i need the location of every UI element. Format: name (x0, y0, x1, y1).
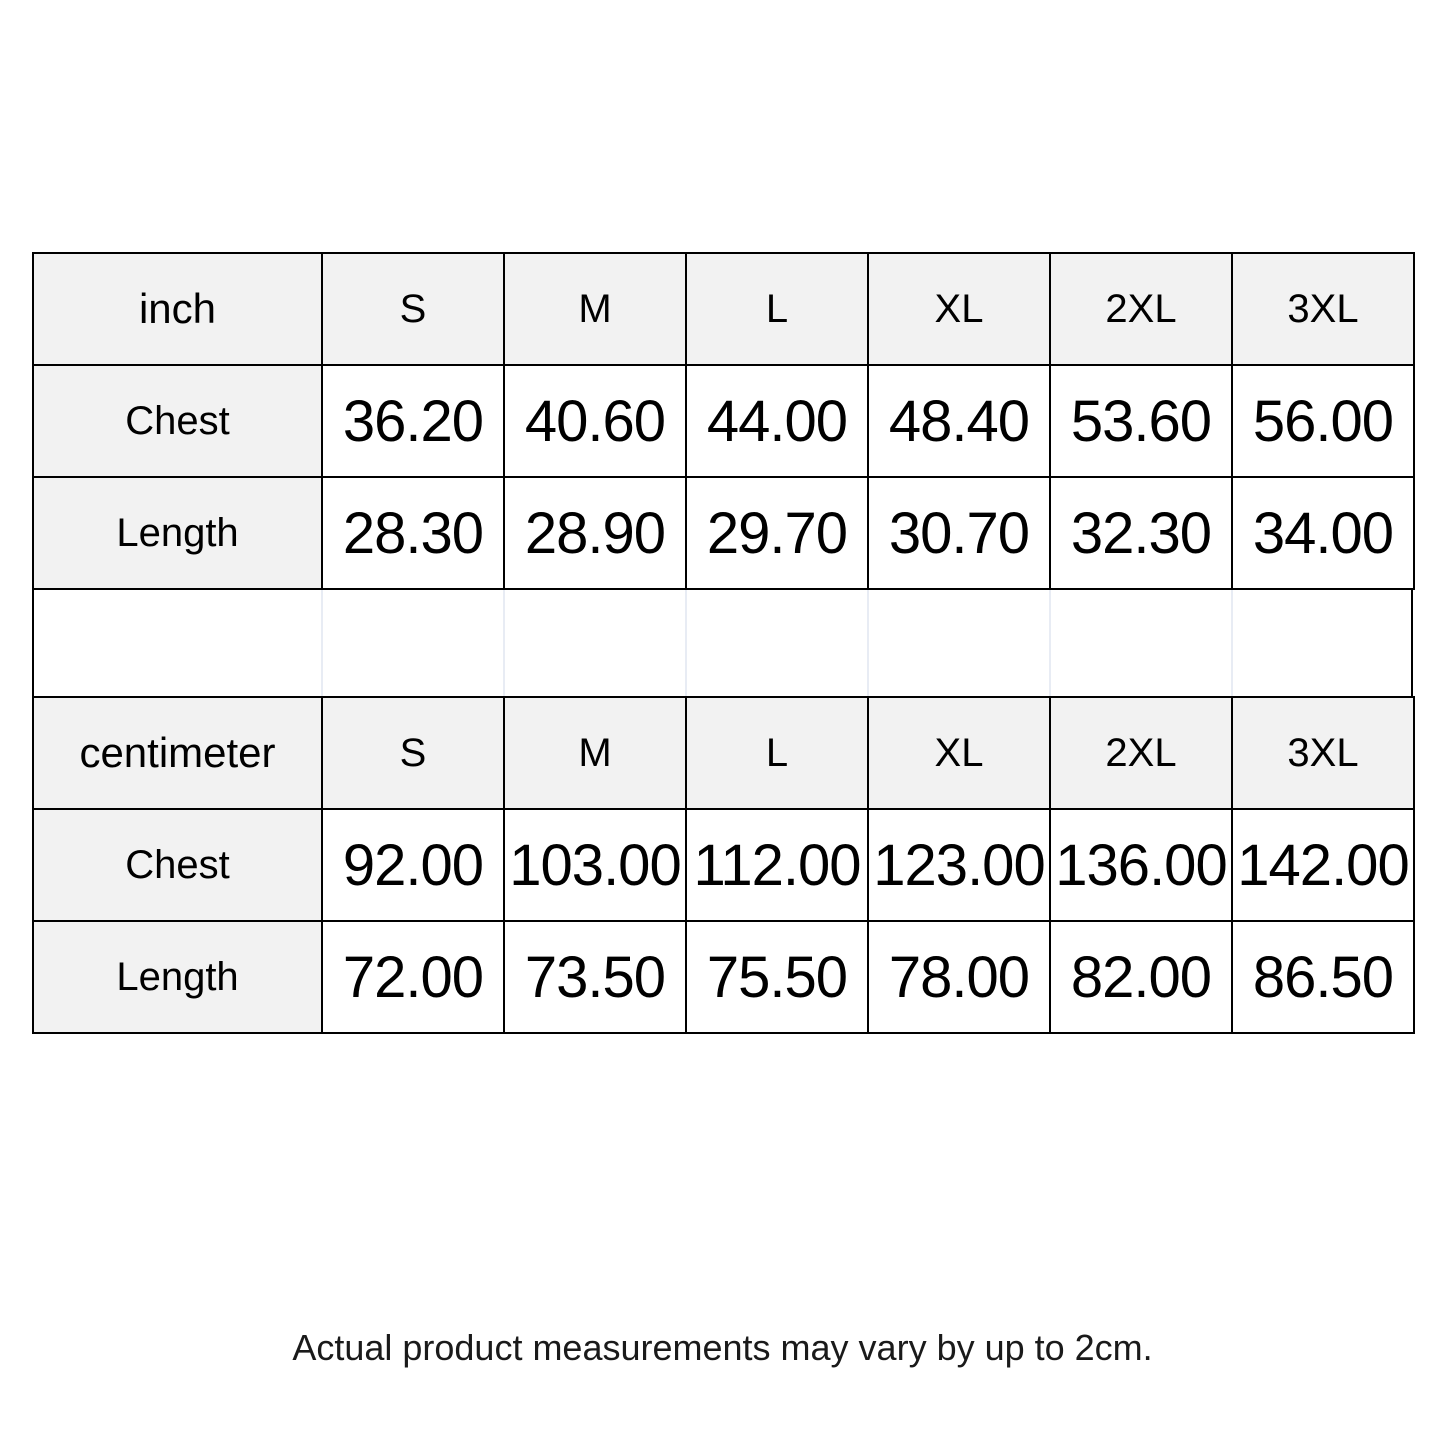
size-header-cm-3xl: 3XL (1232, 697, 1414, 809)
cell-length-inch-2xl: 32.30 (1050, 477, 1232, 589)
table-row-length-inch (33, 477, 1414, 589)
size-header-cm-m: M (504, 697, 686, 809)
cell-chest-cm-3xl: 142.00 (1232, 809, 1414, 921)
cell-chest-cm-m: 103.00 (504, 809, 686, 921)
cell-chest-inch-m: 40.60 (504, 365, 686, 477)
size-header-l: L (686, 253, 868, 365)
size-header-xl: XL (868, 253, 1050, 365)
size-header-3xl: 3XL (1232, 253, 1414, 365)
size-header-s: S (322, 253, 504, 365)
cell-length-cm-m: 73.50 (504, 921, 686, 1033)
cell-length-inch-l: 29.70 (686, 477, 868, 589)
cell-length-cm-xl: 78.00 (868, 921, 1050, 1033)
separator-gridline (685, 590, 687, 696)
size-table-centimeter (32, 696, 1415, 1034)
table-separator-band (32, 590, 1413, 696)
separator-gridline (1231, 590, 1233, 696)
cell-length-cm-l: 75.50 (686, 921, 868, 1033)
table-row-length-cm (33, 921, 1414, 1033)
size-header-cm-l: L (686, 697, 868, 809)
size-header-cm-xl: XL (868, 697, 1050, 809)
size-chart-container (32, 252, 1413, 1368)
cell-chest-cm-2xl: 136.00 (1050, 809, 1232, 921)
separator-gridline (1049, 590, 1051, 696)
cell-length-inch-xl: 30.70 (868, 477, 1050, 589)
size-header-cm-s: S (322, 697, 504, 809)
separator-gridline (321, 590, 323, 696)
table-row-chest-cm (33, 809, 1414, 921)
unit-label-centimeter: centimeter (33, 697, 322, 809)
size-header-m: M (504, 253, 686, 365)
row-label-chest-inch: Chest (33, 365, 322, 477)
size-header-2xl: 2XL (1050, 253, 1232, 365)
cell-length-inch-3xl: 34.00 (1232, 477, 1414, 589)
cell-length-cm-3xl: 86.50 (1232, 921, 1414, 1033)
unit-label-inch: inch (33, 253, 322, 365)
cell-chest-inch-l: 44.00 (686, 365, 868, 477)
row-label-chest-cm: Chest (33, 809, 322, 921)
cell-chest-inch-s: 36.20 (322, 365, 504, 477)
row-label-length-cm: Length (33, 921, 322, 1033)
cell-chest-cm-l: 112.00 (686, 809, 868, 921)
size-table-inch (32, 252, 1415, 590)
cell-length-inch-m: 28.90 (504, 477, 686, 589)
cell-chest-cm-s: 92.00 (322, 809, 504, 921)
size-header-cm-2xl: 2XL (1050, 697, 1232, 809)
cell-length-inch-s: 28.30 (322, 477, 504, 589)
cell-length-cm-2xl: 82.00 (1050, 921, 1232, 1033)
cell-chest-inch-3xl: 56.00 (1232, 365, 1414, 477)
table-row-chest-inch (33, 365, 1414, 477)
separator-gridline (867, 590, 869, 696)
row-label-length-inch: Length (33, 477, 322, 589)
cell-chest-inch-xl: 48.40 (868, 365, 1050, 477)
table-row-header-inch (33, 253, 1414, 365)
table-row-header-cm (33, 697, 1414, 809)
measurement-disclaimer: Actual product measurements may vary by up to 2cm. (292, 1327, 1153, 1368)
cell-length-cm-s: 72.00 (322, 921, 504, 1033)
cell-chest-inch-2xl: 53.60 (1050, 365, 1232, 477)
separator-gridline (503, 590, 505, 696)
cell-chest-cm-xl: 123.00 (868, 809, 1050, 921)
